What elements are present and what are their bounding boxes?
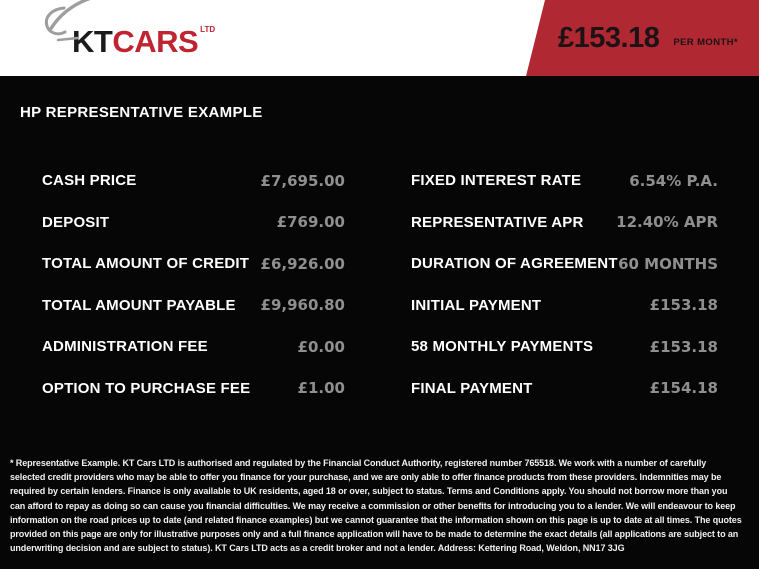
finance-row-final-payment bbox=[411, 368, 718, 410]
finance-row-total-credit bbox=[42, 243, 345, 285]
monthly-price bbox=[558, 0, 759, 76]
row-value: £769.00 bbox=[276, 213, 345, 232]
row-label: REPRESENTATIVE APR bbox=[411, 213, 584, 231]
row-value: £153.18 bbox=[649, 296, 718, 315]
row-label: ADMINISTRATION FEE bbox=[42, 338, 208, 356]
finance-row-duration bbox=[411, 243, 718, 285]
finance-row-interest-rate bbox=[411, 160, 718, 202]
logo-ltd-text: LTD bbox=[200, 25, 216, 34]
price-amount: £153.18 bbox=[558, 21, 660, 54]
row-label: 58 MONTHLY PAYMENTS bbox=[411, 338, 594, 356]
row-value: 12.40% APR bbox=[616, 213, 718, 232]
finance-column-right bbox=[411, 160, 718, 409]
finance-row-admin-fee bbox=[42, 326, 345, 368]
logo-kt-text: KT bbox=[72, 24, 113, 59]
row-value: £153.18 bbox=[649, 337, 718, 356]
row-value: 6.54% P.A. bbox=[629, 171, 718, 190]
row-value: £0.00 bbox=[297, 337, 345, 356]
row-value: £9,960.80 bbox=[260, 296, 345, 315]
row-label: TOTAL AMOUNT OF CREDIT bbox=[42, 255, 250, 273]
row-value: 60 MONTHS bbox=[618, 254, 718, 273]
row-value: £6,926.00 bbox=[260, 254, 345, 273]
header bbox=[0, 0, 759, 76]
finance-row-initial-payment bbox=[411, 285, 718, 327]
row-label: DEPOSIT bbox=[42, 213, 110, 231]
row-label: FIXED INTEREST RATE bbox=[411, 172, 582, 190]
row-label: TOTAL AMOUNT PAYABLE bbox=[42, 296, 236, 314]
finance-row-total-payable bbox=[42, 285, 345, 327]
row-value: £7,695.00 bbox=[260, 171, 345, 190]
disclaimer-text: * Representative Example. KT Cars LTD is authorised and regulated by the Financial Conduct Authority, registered number 765518. We work with a number of carefully selected credit providers who may be able to offer you finance for your purchase, and we are only able to offer finance products from these providers. Indemnities may be required by certain lenders. Finance is only available to UK residents, aged 18 or over, subject to status. Terms and Conditions apply. You should not borrow more than you can afford to repay as doing so can cause you financial difficulties. We may receive a commission or other benefits for introducing you to a lender. We will endeavour to keep information on the road prices up to date (and related finance examples) but we cannot guarantee that the information shown on this page is up to date at all times. The quotes provided on this page are only for illustrative purposes only and a full finance application will have to be made to determine the exact details (all applications are subject to an underwriting decision and are subject to status). KT Cars LTD acts as a credit broker and not a lender. Address: Kettering Road, Weldon, NN17 3JG bbox=[10, 458, 742, 554]
finance-table bbox=[42, 160, 759, 409]
row-label: OPTION TO PURCHASE FEE bbox=[42, 379, 251, 397]
price-per-month-label: PER MONTH* bbox=[673, 36, 739, 48]
content-area bbox=[0, 76, 759, 555]
finance-row-option-fee bbox=[42, 368, 345, 410]
row-label: CASH PRICE bbox=[42, 172, 137, 190]
finance-row-cash-price bbox=[42, 160, 345, 202]
row-value: £154.18 bbox=[649, 379, 718, 398]
row-label: INITIAL PAYMENT bbox=[411, 296, 542, 314]
finance-row-deposit bbox=[42, 202, 345, 244]
logo-cars-text: CARS bbox=[112, 24, 199, 59]
finance-column-left bbox=[42, 160, 345, 409]
row-value: £1.00 bbox=[297, 379, 345, 398]
finance-row-monthly-payments bbox=[411, 326, 718, 368]
row-label: DURATION OF AGREEMENT bbox=[411, 255, 618, 273]
row-label: FINAL PAYMENT bbox=[411, 379, 533, 397]
finance-row-apr bbox=[411, 202, 718, 244]
page-title: HP REPRESENTATIVE EXAMPLE bbox=[20, 104, 263, 121]
ktcars-logo[interactable] bbox=[72, 24, 216, 59]
